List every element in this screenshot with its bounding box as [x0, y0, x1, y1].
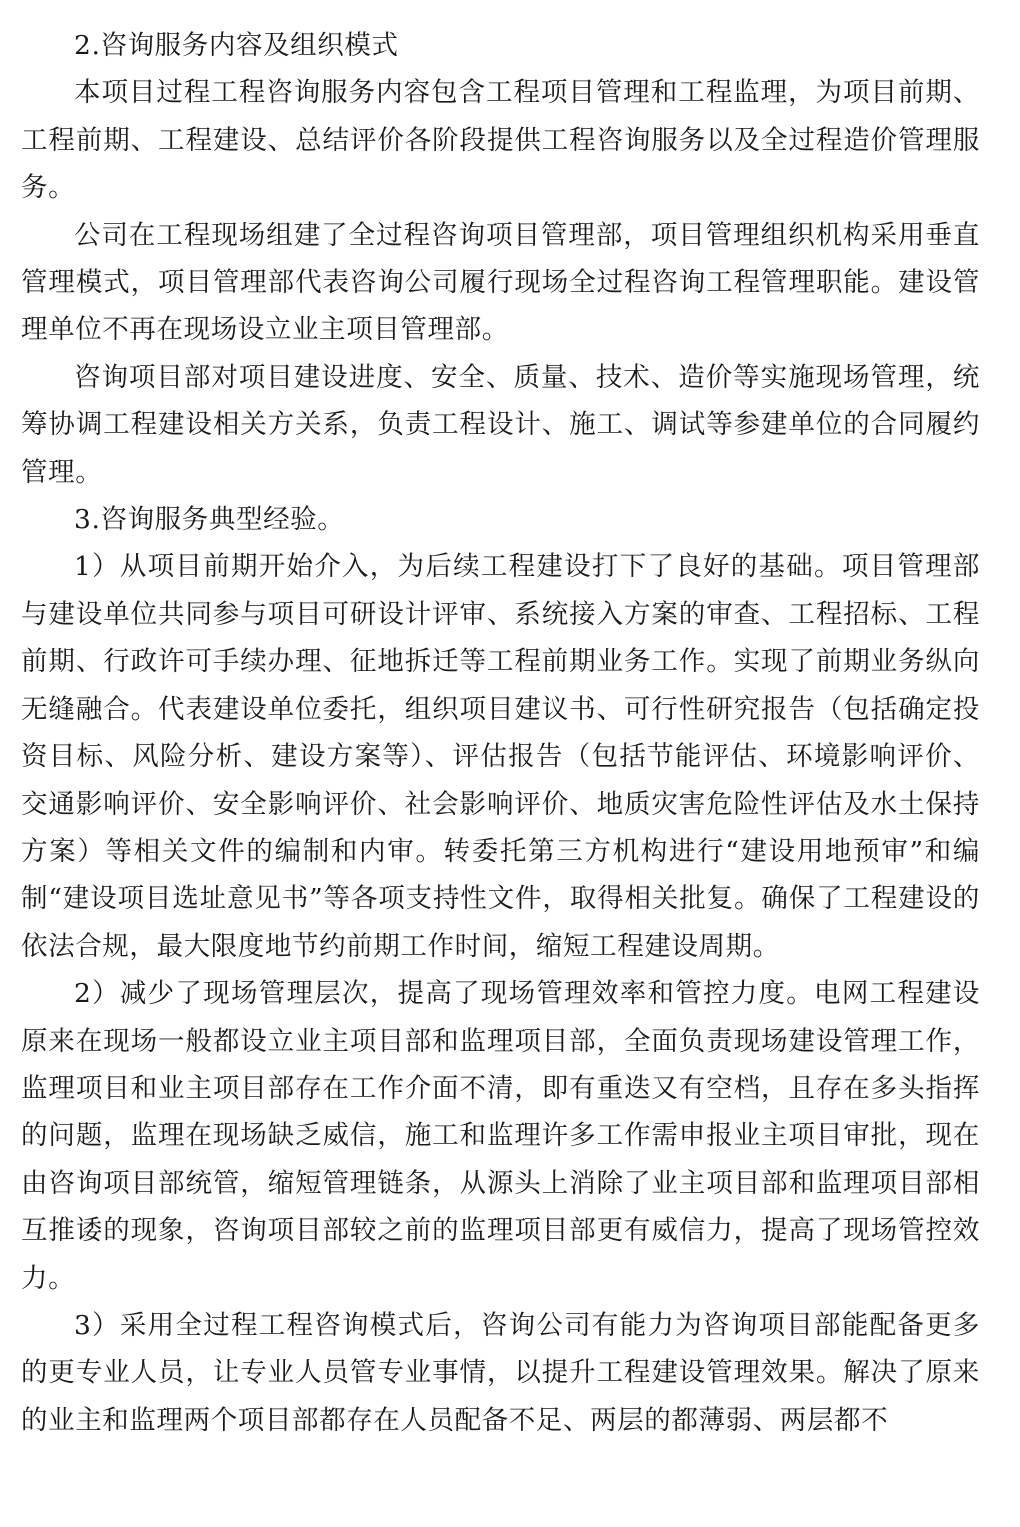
paragraph-experience-3: 3）采用全过程工程咨询模式后，咨询公司有能力为咨询项目部能配备更多的更专业人员，让专业人员管专业事情，以提升工程建设管理效果。解决了原来的业主和监理两个项目部都存在人员配备不足、两层的都薄弱、两层都不: [21, 1309, 980, 1436]
section-heading-2: 2.咨询服务内容及组织模式: [74, 30, 399, 61]
paragraph-project-dept-duties: 咨询项目部对项目建设进度、安全、质量、技术、造价等实施现场管理，统筹协调工程建设相关方关系，负责工程设计、施工、调试等参建单位的合同履约管理。: [21, 361, 980, 488]
paragraph-experience-2: 2）减少了现场管理层次，提高了现场管理效率和管控力度。电网工程建设原来在现场一般都设立业主项目部和监理项目部，全面负责现场建设管理工作，监理项目和业主项目部存在工作介面不清，即有重迭又有空档，且存在多头指挥的问题，监理在现场缺乏威信，施工和监理许多工作需申报业主项目审批，现在由咨询项目部统管，缩短管理链条，从源头上消除了业主项目部和监理项目部相互推诿的现象，咨询项目部较之前的监理项目部更有威信力，提高了现场管控效力。: [21, 978, 980, 1294]
section-heading-3: 3.咨询服务典型经验。: [74, 504, 345, 536]
paragraph-org-model: 公司在工程现场组建了全过程咨询项目管理部，项目管理组织机构采用垂直管理模式，项目管理部代表咨询公司履行现场全过程咨询工程管理职能。建设管理单位不再在现场设立业主项目管理部。: [21, 219, 980, 346]
paragraph-service-content: 本项目过程工程咨询服务内容包含工程项目管理和工程监理，为项目前期、工程前期、工程建设、总结评价各阶段提供工程咨询服务以及全过程造价管理服务。: [21, 77, 980, 204]
paragraph-experience-1: 1）从项目前期开始介入，为后续工程建设打下了良好的基础。项目管理部与建设单位共同参与项目可研设计评审、系统接入方案的审查、工程招标、工程前期、行政许可手续办理、征地拆迁等工程前期业务工作。实现了前期业务纵向无缝融合。代表建设单位委托，组织项目建议书、可行性研究报告（包括确定投资目标、风险分析、建设方案等）、评估报告（包括节能评估、环境影响评价、交通影响评价、安全影响评价、社会影响评价、地质灾害危险性评估及水土保持方案）等相关文件的编制和内审。转委托第三方机构进行“建设用地预审”和编制“建设项目选址意见书”等各项支持性文件，取得相关批复。确保了工程建设的依法合规，最大限度地节约前期工作时间，缩短工程建设周期。: [21, 551, 980, 962]
